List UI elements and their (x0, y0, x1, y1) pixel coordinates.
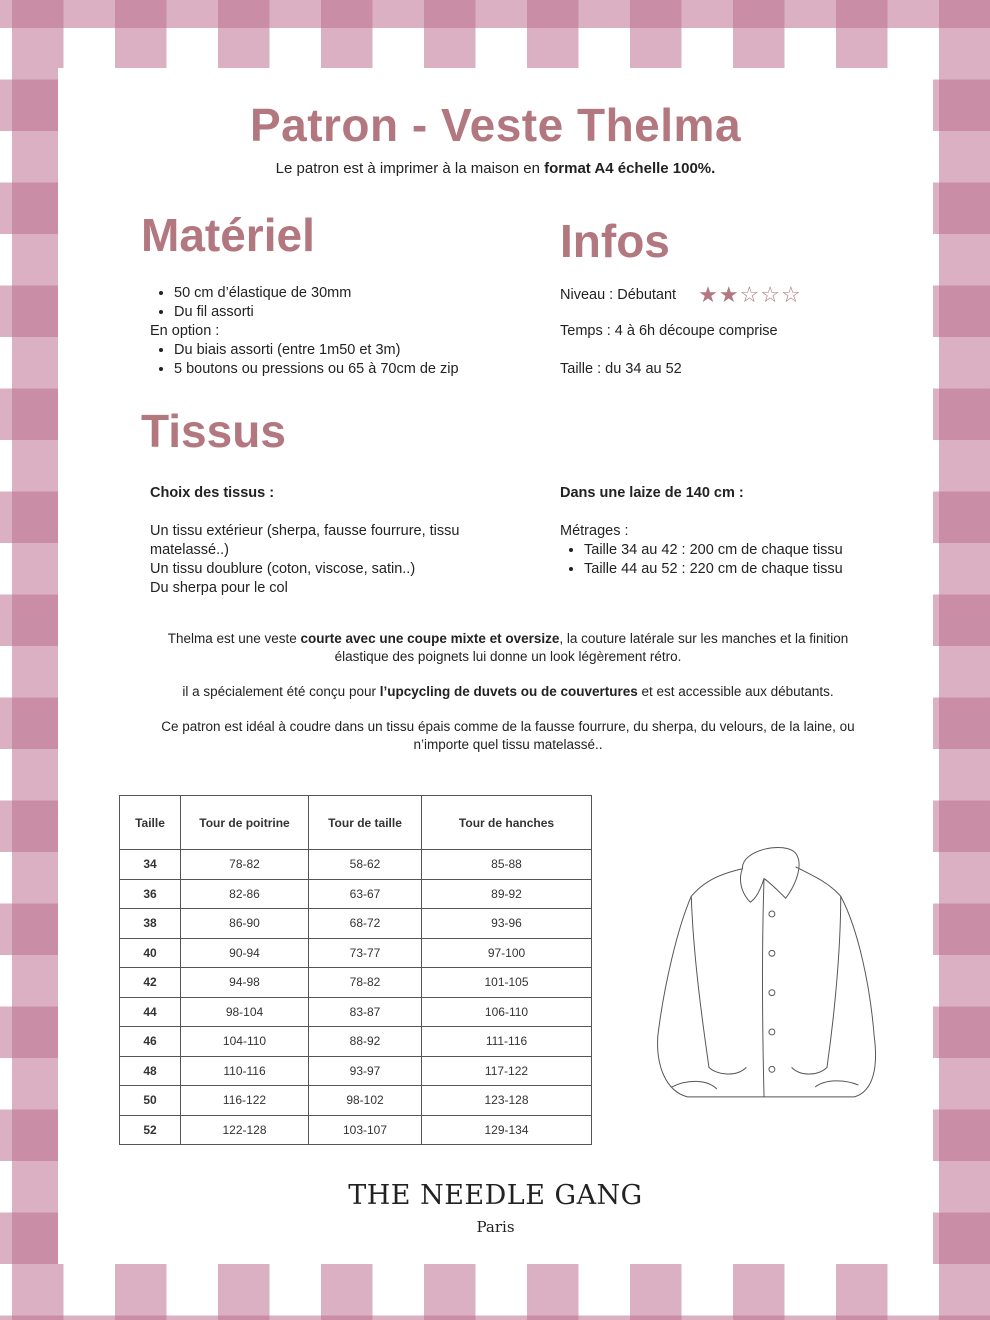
measure-cell: 103-107 (309, 1115, 422, 1145)
materiel-heading: Matériel (141, 209, 315, 261)
niveau-row (560, 282, 801, 307)
measure-cell: 88-92 (309, 1027, 422, 1057)
table-row (120, 879, 592, 909)
tissus-heading: Tissus (141, 405, 286, 457)
table-row (120, 1056, 592, 1086)
column-header: Tour de poitrine (181, 796, 309, 850)
measure-cell: 111-116 (422, 1027, 592, 1057)
size-cell: 50 (120, 1086, 181, 1116)
tissus-line: Un tissu extérieur (sherpa, fausse fourrure, tissu matelassé..) (150, 523, 460, 558)
button-icon (769, 990, 775, 996)
list-item: • 5 boutons ou pressions ou 65 à 70cm de zip (174, 360, 550, 379)
measure-cell: 122-128 (181, 1115, 309, 1145)
jacket-body-outline (658, 867, 876, 1097)
measure-cell: 83-87 (309, 997, 422, 1027)
brand-city: Paris (476, 1218, 515, 1236)
column-header: Taille (120, 796, 181, 850)
size-cell: 34 (120, 850, 181, 880)
star-filled-icon: ★ (718, 282, 739, 307)
measure-cell: 98-102 (309, 1086, 422, 1116)
niveau-text: Niveau : Débutant (560, 287, 677, 303)
jacket-illustration (648, 838, 884, 1106)
table-row (120, 1115, 592, 1145)
materiel-list (150, 284, 550, 379)
table-row (120, 938, 592, 968)
temps-text: Temps : 4 à 6h découpe comprise (560, 323, 778, 339)
measure-cell: 97-100 (422, 938, 592, 968)
tissus-choice (150, 484, 500, 598)
measure-cell: 85-88 (422, 850, 592, 880)
hem-cuff-right (815, 1081, 858, 1087)
size-cell: 42 (120, 968, 181, 998)
column-header: Tour de hanches (422, 796, 592, 850)
infos-heading: Infos (560, 215, 670, 267)
measure-cell: 78-82 (309, 968, 422, 998)
difficulty-rating (698, 282, 801, 307)
tissus-line: Un tissu doublure (coton, viscose, satin..) (150, 561, 416, 577)
placket-line (763, 879, 764, 1097)
measure-cell: 94-98 (181, 968, 309, 998)
list-item: • Taille 34 au 42 : 200 cm de chaque tissu (584, 541, 890, 560)
list-item: • Du biais assorti (entre 1m50 et 3m) (174, 341, 550, 360)
subtitle-bold: format A4 échelle 100%. (544, 160, 716, 177)
measure-cell: 101-105 (422, 968, 592, 998)
collar-outline (741, 847, 800, 902)
measure-cell: 73-77 (309, 938, 422, 968)
size-cell: 36 (120, 879, 181, 909)
size-cell: 46 (120, 1027, 181, 1057)
text-run: et est accessible aux débutants. (637, 684, 834, 699)
table-row (120, 909, 592, 939)
list-item: • 50 cm d’élastique de 30mm (174, 284, 550, 303)
tissus-laize (560, 484, 890, 579)
tissus-left-title: Choix des tissus : (150, 485, 275, 501)
size-cell: 48 (120, 1056, 181, 1086)
text-run-bold: courte avec une coupe mixte et oversize (300, 631, 560, 646)
measure-cell: 89-92 (422, 879, 592, 909)
metrages-list (560, 541, 890, 579)
option-label: En option : (150, 323, 220, 339)
page-subtitle (58, 160, 933, 177)
size-table (119, 795, 592, 1145)
metrages-label: Métrages : (560, 523, 629, 539)
page-title: Patron - Veste Thelma (249, 99, 742, 151)
description-p2 (158, 683, 858, 701)
description-p1 (158, 630, 858, 666)
measure-cell: 82-86 (181, 879, 309, 909)
option-items (150, 341, 550, 379)
measure-cell: 106-110 (422, 997, 592, 1027)
tissus-right-title: Dans une laize de 140 cm : (560, 485, 744, 501)
star-empty-icon: ☆ (760, 282, 781, 307)
size-table-body (120, 850, 592, 1145)
hem-cuff-left (672, 1081, 717, 1089)
measure-cell: 123-128 (422, 1086, 592, 1116)
text-run: il a spécialement été conçu pour (182, 684, 380, 699)
table-row (120, 1086, 592, 1116)
measure-cell: 117-122 (422, 1056, 592, 1086)
materiel-items (150, 284, 550, 322)
measure-cell: 78-82 (181, 850, 309, 880)
measure-cell: 93-97 (309, 1056, 422, 1086)
table-row (120, 1027, 592, 1057)
left-sleeve-line (691, 896, 746, 1074)
pattern-sheet (58, 68, 933, 1264)
size-cell: 52 (120, 1115, 181, 1145)
measure-cell: 104-110 (181, 1027, 309, 1057)
brand-logo: THE NEEDLE GANG (348, 1180, 643, 1211)
measure-cell: 86-90 (181, 909, 309, 939)
size-cell: 44 (120, 997, 181, 1027)
measure-cell: 116-122 (181, 1086, 309, 1116)
list-item: • Du fil assorti (174, 303, 550, 322)
table-row (120, 968, 592, 998)
measure-cell: 98-104 (181, 997, 309, 1027)
text-run-bold: l’upcycling de duvets ou de couvertures (379, 684, 638, 699)
star-empty-icon: ☆ (739, 282, 760, 307)
measure-cell: 90-94 (181, 938, 309, 968)
table-header-row (120, 796, 592, 850)
text-run: Thelma est une veste (167, 631, 301, 646)
button-icon (769, 1029, 775, 1035)
star-filled-icon: ★ (698, 282, 718, 307)
measure-cell: 110-116 (181, 1056, 309, 1086)
star-empty-icon: ☆ (781, 282, 801, 307)
button-icon (769, 1066, 775, 1072)
size-cell: 38 (120, 909, 181, 939)
right-sleeve-line (792, 896, 841, 1074)
size-cell: 40 (120, 938, 181, 968)
tissus-line: Du sherpa pour le col (150, 580, 288, 596)
button-icon (769, 950, 775, 956)
table-row (120, 997, 592, 1027)
subtitle-prefix: Le patron est à imprimer à la maison en (275, 160, 545, 177)
measure-cell: 63-67 (309, 879, 422, 909)
list-item: • Taille 44 au 52 : 220 cm de chaque tissu (584, 560, 890, 579)
measure-cell: 129-134 (422, 1115, 592, 1145)
measure-cell: 93-96 (422, 909, 592, 939)
description-p3: Ce patron est idéal à coudre dans un tissu épais comme de la fausse fourrure, du sherpa, du velours, de la laine, ou n’importe quel tissu matelassé.. (161, 719, 855, 752)
text-run: , la couture latérale sur les manches et la finition élastique des poignets lui donne un look légèrement rétro. (334, 631, 849, 664)
taille-text: Taille : du 34 au 52 (560, 361, 682, 377)
measure-cell: 58-62 (309, 850, 422, 880)
column-header: Tour de taille (309, 796, 422, 850)
table-row (120, 850, 592, 880)
description (158, 630, 858, 771)
button-icon (769, 911, 775, 917)
measure-cell: 68-72 (309, 909, 422, 939)
